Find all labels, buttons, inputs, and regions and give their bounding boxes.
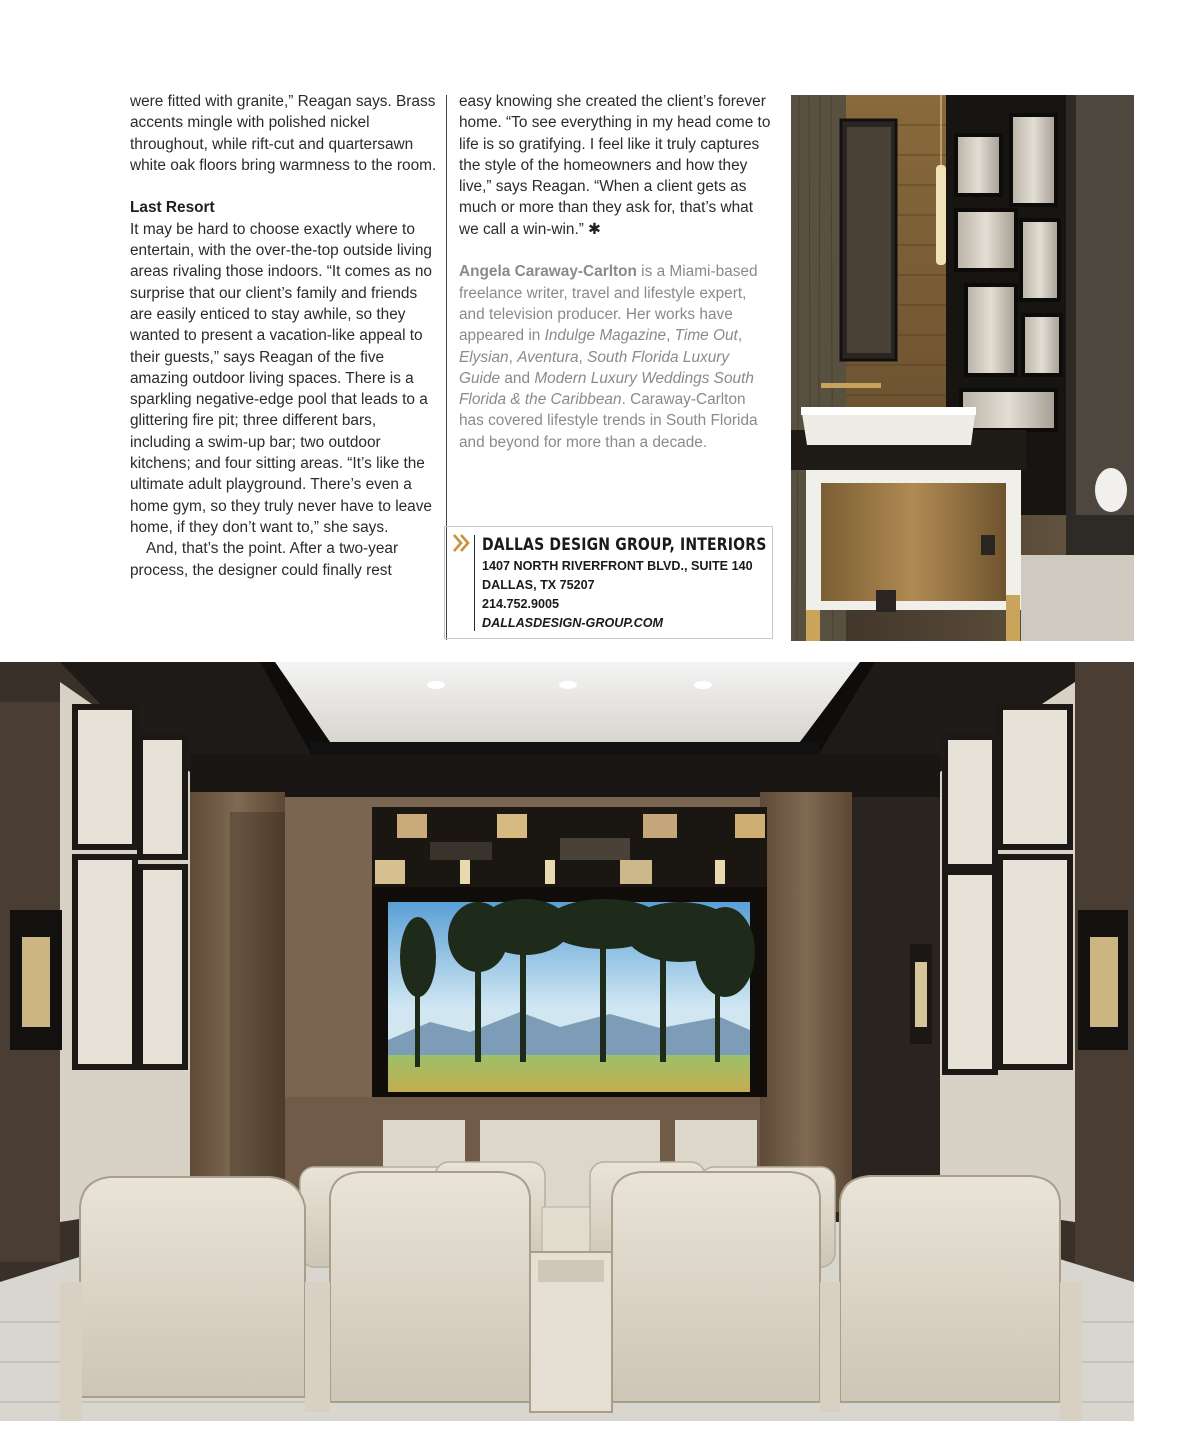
city-state-zip: DALLAS, TX 75207 — [482, 578, 595, 592]
paragraph: And, that’s the point. After a two-year process, the designer could finally rest — [130, 540, 399, 579]
home-theater-photo — [0, 662, 1134, 1421]
article-column-left — [130, 91, 440, 581]
author-bio: Angela Caraway-Carlton is a Miami-based freelance writer, travel and lifestyle expert, and television producer. Her works have appeared in Indulge Magazine, Time Out, Elysian, Aventura, South Florida Luxury Guide and Modern Luxury Weddings South Florida & the Caribbean. Caraway-Carlton has covered lifestyle trends in South Florida and beyond for more than a decade. — [459, 263, 758, 451]
paragraph: easy knowing she created the client’s forever home. “To see everything in my head come to life is so gratifying. I feel like it truly captures the style of the homeowners and how they live,” says Reagan. “When a client gets as much or more than they ask for, that’s what we call a win-win.” ✱ — [459, 93, 771, 238]
double-chevron-icon — [451, 532, 473, 554]
info-box-divider — [474, 535, 475, 631]
bathroom-photo — [791, 95, 1134, 641]
website-link[interactable]: DALLASDESIGN-GROUP.COM — [482, 616, 663, 630]
company-name: DALLAS DESIGN GROUP, INTERIORS — [482, 535, 767, 554]
resource-info-box — [444, 526, 773, 639]
end-of-story-mark: ✱ — [588, 220, 602, 238]
phone-number: 214.752.9005 — [482, 597, 560, 611]
paragraph: It may be hard to choose exactly where to entertain, with the over-the-top outside living areas rivaling those indoors. “It comes as no surprise that our client’s family and friends are easily enticed to stay awhile, so they wanted to present a vacation-like appeal to their guests,” says Reagan of the five amazing outdoor living spaces. There is a sparkling negative-edge pool that leads to a glittering fire pit; three different bars, including a swim-up bar; two outdoor kitchens; and four sitting areas. “It’s like the ultimate adult playground. There’s even a home gym, so they truly never have to leave home, if they don’t want to,” she says. — [130, 220, 432, 536]
street-address: 1407 NORTH RIVERFRONT BLVD., SUITE 140 — [482, 559, 753, 573]
article-column-mid — [459, 91, 774, 453]
author-name: Angela Caraway-Carlton — [459, 263, 637, 281]
paragraph: were fitted with granite,” Reagan says. Brass accents mingle with polished nickel throughout, while rift-cut and quartersawn white oak floors bring warmness to the room. — [130, 93, 437, 174]
section-subhead: Last Resort — [130, 199, 215, 217]
